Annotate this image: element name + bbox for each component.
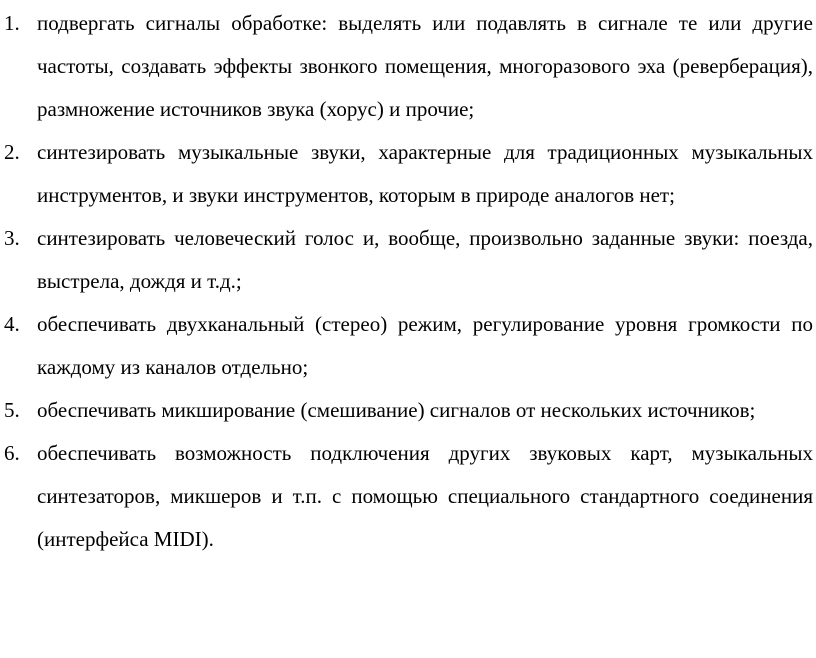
- list-item-number: 3.: [4, 226, 20, 250]
- list-item-number: 1.: [4, 11, 20, 35]
- list-item: [0, 131, 816, 217]
- list-item-number: 5.: [4, 398, 20, 422]
- list-item-number: 2.: [4, 140, 20, 164]
- list-item: [0, 389, 816, 432]
- capabilities-list: [0, 2, 816, 561]
- list-item-text: синтезировать человеческий голос и, вообще, произвольно заданные звуки: поезда, выстрела, дождя и т.д.;: [37, 226, 813, 293]
- list-item-text: обеспечивать возможность подключения других звуковых карт, музыкальных синтезаторов, микшеров и т.п. с помощью специального стандартного соединения (интерфейса MIDI).: [37, 441, 813, 551]
- list-item-text: обеспечивать двухканальный (стерео) режим, регулирование уровня громкости по каждому из каналов отдельно;: [37, 312, 813, 379]
- list-item-text: синтезировать музыкальные звуки, характерные для традиционных музыкальных инструментов, и звуки инструментов, которым в природе аналогов нет;: [37, 140, 813, 207]
- list-item: [0, 2, 816, 131]
- list-item: [0, 217, 816, 303]
- list-item: [0, 432, 816, 561]
- list-item-text: подвергать сигналы обработке: выделять или подавлять в сигнале те или другие частоты, создавать эффекты звонкого помещения, многоразового эха (реверберация), размножение источников звука (хорус) и прочие;: [37, 11, 813, 121]
- list-item: [0, 303, 816, 389]
- list-item-number: 4.: [4, 312, 20, 336]
- list-item-number: 6.: [4, 441, 20, 465]
- list-item-text: обеспечивать микширование (смешивание) сигналов от нескольких источников;: [37, 398, 756, 422]
